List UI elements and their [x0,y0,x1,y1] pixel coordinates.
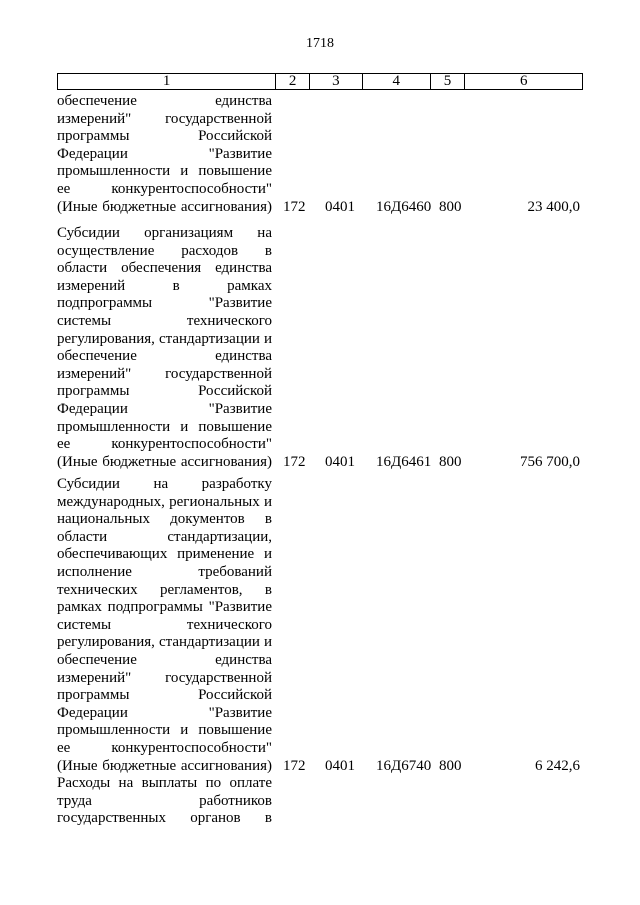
code-rz: 0401 [325,453,355,470]
header-col-6: 6 [519,73,528,89]
row-description [57,225,272,471]
description-line: промышленности и повышение [57,418,272,435]
row-description [57,93,272,216]
description-line: ее конкурентоспособности" [57,180,272,197]
code-gr: 172 [283,198,306,215]
code-cs: 16Д6461 [376,453,432,470]
description-line: измерений в рамках [57,277,272,294]
description-line: рамках подпрограммы "Развитие [57,599,272,616]
header-col-4: 4 [363,74,431,89]
code-gr: 172 [283,453,306,470]
header-col-3: 3 [310,74,363,89]
description-line: программы Российской [57,383,272,400]
description-line: осуществление расходов в [57,242,272,259]
description-line: обеспечивающих применение и [57,546,272,563]
amount: 756 700,0 [520,453,580,470]
description-line: ее конкурентоспособности" [57,436,272,453]
table-header [57,73,583,90]
description-line: регулирования, стандартизации и [57,634,272,651]
description-line: Федерации "Развитие [57,400,272,417]
description-line: ее конкурентоспособности" [57,739,272,756]
description-line: подпрограммы "Развитие [57,295,272,312]
description-line: Федерации "Развитие [57,704,272,721]
description-line: обеспечение единства [57,651,272,668]
description-line: (Иные бюджетные ассигнования) [57,453,272,470]
description-line: исполнение требований [57,563,272,580]
description-line: Федерации "Развитие [57,145,272,162]
code-rz: 0401 [325,198,355,215]
description-line: (Иные бюджетные ассигнования) [57,757,272,774]
description-line: (Иные бюджетные ассигнования) [57,198,272,215]
description-line: труда работников [57,792,272,809]
description-line: области обеспечения единства [57,260,272,277]
description-line: области стандартизации, [57,528,272,545]
code-vr: 800 [439,453,462,470]
description-line: Расходы на выплаты по оплате [57,775,272,791]
description-line: промышленности и повышение [57,163,272,180]
amount: 6 242,6 [535,757,580,774]
amount: 23 400,0 [527,198,580,215]
code-rz: 0401 [325,757,355,774]
code-gr: 172 [283,757,306,774]
description-line: регулирования, стандартизации и [57,330,272,347]
description-line: международных, региональных и [57,493,272,510]
code-cs: 16Д6460 [376,198,432,215]
description-line: обеспечение единства [57,348,272,365]
description-line: национальных документов в [57,511,272,528]
code-vr: 800 [439,757,462,774]
description-line: системы технического [57,616,272,633]
header-col-2: 2 [276,74,310,89]
description-line: Субсидии на разработку [57,476,272,492]
description-line: обеспечение единства [57,93,272,109]
header-col-1: 1 [58,74,276,89]
description-line: измерений" государственной [57,669,272,686]
description-line: государственных органов в [57,810,272,827]
page-number: 1718 [306,36,334,51]
row-description [57,476,272,775]
description-line: измерений" государственной [57,110,272,127]
description-line: промышленности и повышение [57,722,272,739]
code-cs: 16Д6740 [376,757,432,774]
description-line: программы Российской [57,687,272,704]
description-line: программы Российской [57,128,272,145]
header-col-5: 5 [431,74,466,89]
description-line: измерений" государственной [57,365,272,382]
description-line: технических регламентов, в [57,581,272,598]
description-line: Субсидии организациям на [57,225,272,241]
description-line: системы технического [57,312,272,329]
code-vr: 800 [439,198,462,215]
row-description [57,775,272,828]
